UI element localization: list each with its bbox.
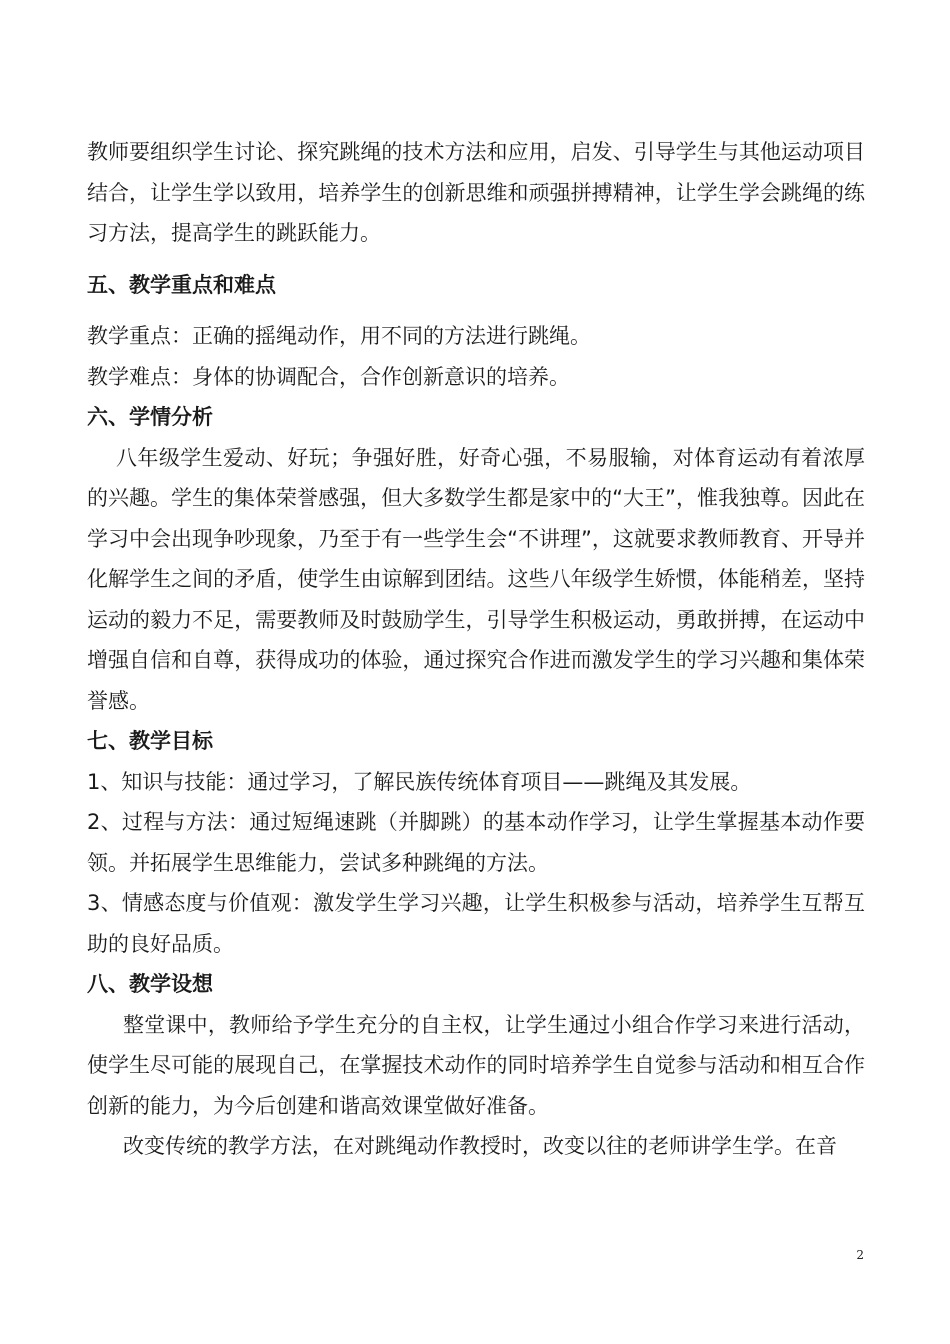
key-point-text: 教学重点：正确的摇绳动作，用不同的方法进行跳绳。 <box>87 324 591 348</box>
goal-item-1: 1、知识与技能：通过学习，了解民族传统体育项目——跳绳及其发展。 <box>87 769 752 794</box>
document-body <box>87 132 865 1167</box>
section-5-heading: 五、教学重点和难点 <box>87 272 276 297</box>
learner-analysis-paragraph: 八年级学生爱动、好玩；争强好胜，好奇心强，不易服输，对体育运动有着浓厚的兴趣。学生的集体荣誉感强，但大多数学生都是家中的“大王”，惟我独尊。因此在学习中会出现争吵现象，乃至于有一些学生会“不讲理”，这就要求教师教育、开导并化解学生之间的矛盾，使学生由谅解到团结。这些八年级学生娇惯，体能稍差，坚持运动的毅力不足，需要教师及时鼓励学生，引导学生积极运动，勇敢拼搏，在运动中增强自信和自尊，获得成功的体验，通过探究合作进而激发学生的学习兴趣和集体荣誉感。 <box>87 445 865 713</box>
teaching-idea-paragraph-2: 改变传统的教学方法，在对跳绳动作教授时，改变以往的老师讲学生学。在音 <box>123 1134 837 1158</box>
goal-item-3: 3、情感态度与价值观：激发学生学习兴趣，让学生积极参与活动，培养学生互帮互助的良好品质。 <box>87 891 865 956</box>
intro-paragraph: 教师要组织学生讨论、探究跳绳的技术方法和应用，启发、引导学生与其他运动项目结合，让学生学以致用，培养学生的创新思维和顽强拼搏精神，让学生学会跳绳的练习方法，提高学生的跳跃能力。 <box>87 140 865 245</box>
goal-item-2: 2、过程与方法：通过短绳速跳（并脚跳）的基本动作学习，让学生掌握基本动作要领。并拓展学生思维能力，尝试多种跳绳的方法。 <box>87 810 865 875</box>
section-7-heading: 七、教学目标 <box>87 729 213 753</box>
section-6-heading: 六、学情分析 <box>87 405 213 429</box>
section-8-heading: 八、教学设想 <box>87 972 213 996</box>
page-number: 2 <box>856 1248 864 1262</box>
difficulty-text: 教学难点：身体的协调配合，合作创新意识的培养。 <box>87 364 570 389</box>
teaching-idea-paragraph-1: 整堂课中，教师给予学生充分的自主权，让学生通过小组合作学习来进行活动，使学生尽可能的展现自己，在掌握技术动作的同时培养学生自觉参与活动和相互合作创新的能力，为今后创建和谐高效课堂做好准备。 <box>87 1012 865 1118</box>
